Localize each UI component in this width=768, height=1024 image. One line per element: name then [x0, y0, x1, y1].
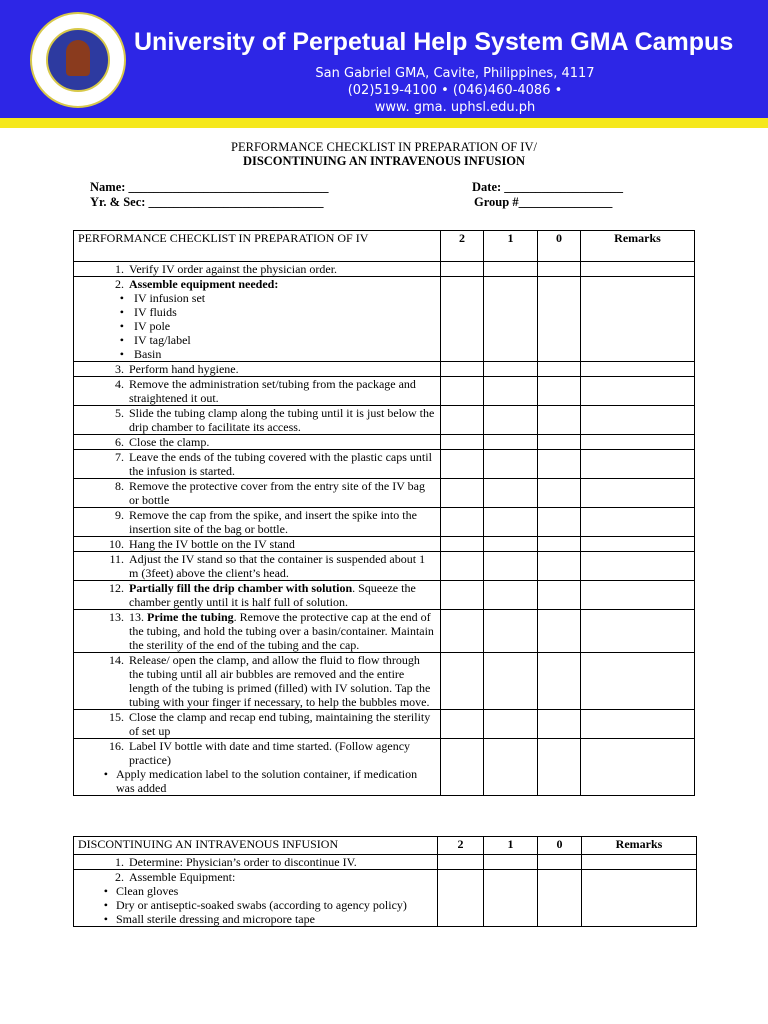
list-item: IV infusion set — [134, 291, 206, 305]
discontinue-iv-table — [73, 836, 697, 927]
table-row: 9. Remove the cap from the spike, and insert the spike into the insertion site of the bag or bottle. — [74, 508, 695, 537]
table-row: 13. 13. Prime the tubing. Remove the protective cap at the end of the tubing, and hold the tubing over a basin/container. Maintain the sterility of the end of the tubing and the cap. — [74, 610, 695, 653]
list-item: IV tag/label — [134, 333, 191, 347]
table-row: 12. Partially fill the drip chamber with solution. Squeeze the chamber gently until it is half full of solution. — [74, 581, 695, 610]
website-line: www. gma. uphsl.edu.ph — [374, 100, 536, 115]
col-header-2: 2 — [441, 231, 484, 262]
table-row: 15. Close the clamp and recap end tubing, maintaining the sterility of set up — [74, 710, 695, 739]
col-header-0: 0 — [538, 231, 581, 262]
name-field: Name: ________________________________ — [90, 180, 329, 194]
table-row: 14. Release/ open the clamp, and allow the fluid to flow through the tubing until all air bubbles are removed and the entire length of the tubing is primed (filled) with IV solution. Tap the tubing with your finger if necessary, to help the bubbles move. — [74, 653, 695, 710]
table-row: 4. Remove the administration set/tubing from the package and straightened it out. — [74, 377, 695, 406]
col-header-1: 1 — [484, 231, 538, 262]
table-row: 5. Slide the tubing clamp along the tubing until it is just below the drip chamber to facilitate its access. — [74, 406, 695, 435]
list-item: Dry or antiseptic-soaked swabs (according to agency policy) — [116, 898, 407, 912]
date-field: Date: ___________________ — [472, 180, 624, 194]
col-header-2: 2 — [438, 837, 484, 855]
table-row: 6. Close the clamp. — [74, 435, 695, 450]
table-row: 10. Hang the IV bottle on the IV stand — [74, 537, 695, 552]
university-seal-logo — [30, 12, 126, 108]
list-item: Basin — [134, 347, 162, 361]
col-header-remarks: Remarks — [582, 837, 697, 855]
table-row: 2. Assemble equipment needed: • IV infusion set • IV fluids • IV pole • IV tag/label • Basin — [74, 277, 695, 362]
col-header-1: 1 — [484, 837, 538, 855]
table-row: 16. Label IV bottle with date and time started. (Follow agency practice) • Apply medication label to the solution container, if medication was added — [74, 739, 695, 796]
list-item: Apply medication label to the solution container, if medication was added — [116, 767, 418, 795]
list-item: IV pole — [134, 319, 171, 333]
table-row: 8. Remove the protective cover from the entry site of the IV bag or bottle — [74, 479, 695, 508]
col-header-task: DISCONTINUING AN INTRAVENOUS INFUSION — [74, 837, 438, 855]
header-banner — [0, 0, 768, 118]
list-item: Small sterile dressing and micropore tape — [116, 912, 315, 926]
phone-line: (02)519-4100 • (046)460-4086 • — [347, 83, 563, 98]
table-row: 2. Assemble Equipment: • Clean gloves • Dry or antiseptic-soaked swabs (according to agency policy) • Small sterile dressing and micropore tape — [74, 870, 697, 927]
col-header-0: 0 — [538, 837, 582, 855]
yr-sec-field: Yr. & Sec: ____________________________ — [90, 195, 324, 209]
table-row: 3. Perform hand hygiene. — [74, 362, 695, 377]
university-title: University of Perpetual Help System GMA Campus — [134, 28, 734, 56]
group-field: Group #_______________ — [474, 195, 613, 209]
list-item: IV fluids — [134, 305, 177, 319]
header-stripe — [0, 118, 768, 128]
table-row: 1. Determine: Physician’s order to discontinue IV. — [74, 855, 697, 870]
col-header-task: PERFORMANCE CHECKLIST IN PREPARATION OF IV — [74, 231, 441, 262]
col-header-remarks: Remarks — [581, 231, 695, 262]
list-item: Clean gloves — [116, 884, 179, 898]
table-row: 11. Adjust the IV stand so that the container is suspended about 1 m (3feet) above the client’s head. — [74, 552, 695, 581]
doc-title-line2: DISCONTINUING AN INTRAVENOUS INFUSION — [242, 154, 526, 168]
table-row: 1. Verify IV order against the physician order. — [74, 262, 695, 277]
prep-iv-table — [73, 230, 695, 796]
doc-title-line1: PERFORMANCE CHECKLIST IN PREPARATION OF IV/ — [231, 140, 537, 154]
table-row: 7. Leave the ends of the tubing covered with the plastic caps until the infusion is started. — [74, 450, 695, 479]
address-line: San Gabriel GMA, Cavite, Philippines, 4117 — [315, 66, 595, 81]
